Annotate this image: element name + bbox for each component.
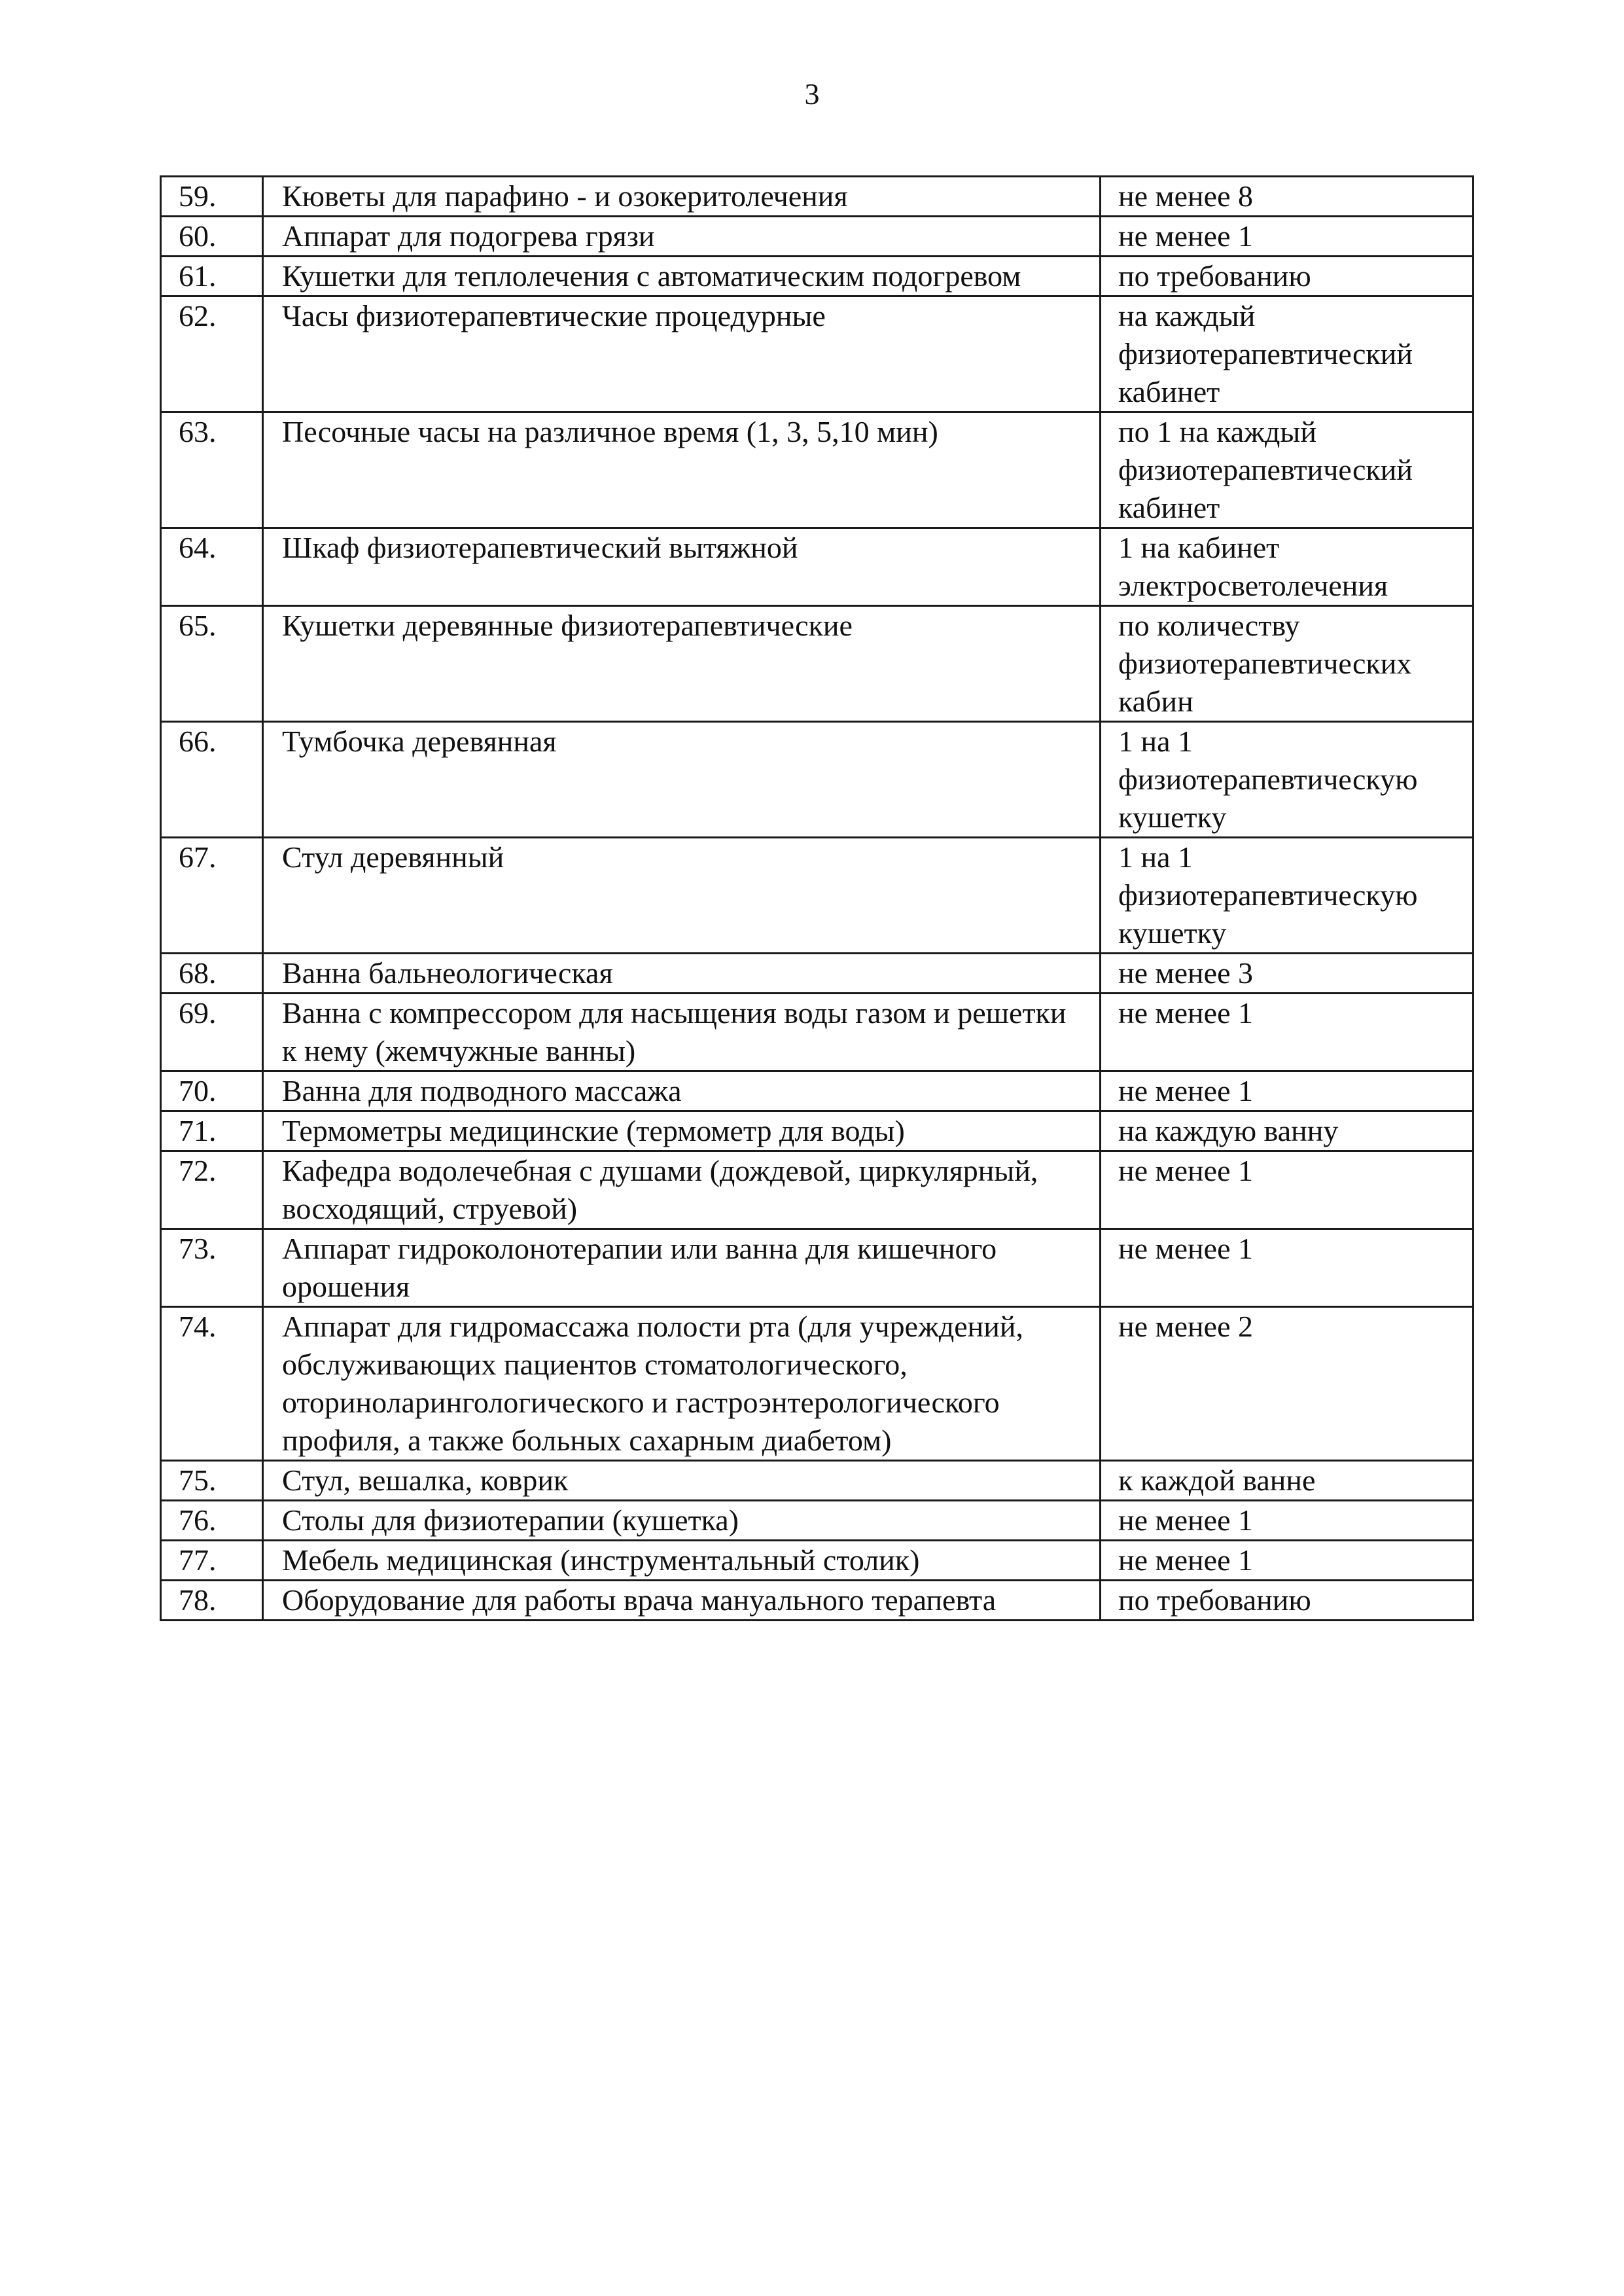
equipment-quantity: по требованию xyxy=(1101,257,1474,296)
equipment-table xyxy=(160,175,1474,1621)
equipment-quantity: на каждую ванну xyxy=(1101,1111,1474,1151)
equipment-quantity: 1 на кабинет электросветолечения xyxy=(1101,528,1474,606)
table-row xyxy=(161,722,1474,838)
row-number: 68. xyxy=(161,954,263,994)
equipment-name: Кушетки для теплолечения с автоматическим подогревом xyxy=(263,257,1101,296)
row-number: 63. xyxy=(161,412,263,528)
equipment-quantity: 1 на 1 физиотерапевтическую кушетку xyxy=(1101,838,1474,954)
equipment-quantity: не менее 1 xyxy=(1101,1071,1474,1111)
table-row xyxy=(161,1229,1474,1307)
row-number: 60. xyxy=(161,217,263,257)
page-number: 3 xyxy=(804,77,820,111)
row-number: 73. xyxy=(161,1229,263,1307)
equipment-name: Термометры медицинские (термометр для воды) xyxy=(263,1111,1101,1151)
equipment-name: Кушетки деревянные физиотерапевтические xyxy=(263,606,1101,722)
equipment-name: Ванна для подводного массажа xyxy=(263,1071,1101,1111)
table-row xyxy=(161,1307,1474,1461)
equipment-name: Кафедра водолечебная с душами (дождевой, циркулярный, восходящий, струевой) xyxy=(263,1151,1101,1229)
equipment-quantity: по требованию xyxy=(1101,1581,1474,1621)
equipment-quantity: не менее 2 xyxy=(1101,1307,1474,1461)
equipment-quantity: не менее 1 xyxy=(1101,994,1474,1071)
row-number: 75. xyxy=(161,1461,263,1501)
equipment-quantity: 1 на 1 физиотерапевтическую кушетку xyxy=(1101,722,1474,838)
equipment-name: Тумбочка деревянная xyxy=(263,722,1101,838)
equipment-name: Аппарат для подогрева грязи xyxy=(263,217,1101,257)
equipment-name: Ванна бальнеологическая xyxy=(263,954,1101,994)
equipment-quantity: не менее 3 xyxy=(1101,954,1474,994)
equipment-name: Стул деревянный xyxy=(263,838,1101,954)
row-number: 77. xyxy=(161,1541,263,1581)
table-row xyxy=(161,217,1474,257)
equipment-name: Оборудование для работы врача мануального терапевта xyxy=(263,1581,1101,1621)
equipment-name: Часы физиотерапевтические процедурные xyxy=(263,296,1101,412)
table-row xyxy=(161,838,1474,954)
equipment-quantity: не менее 8 xyxy=(1101,177,1474,217)
row-number: 64. xyxy=(161,528,263,606)
row-number: 74. xyxy=(161,1307,263,1461)
row-number: 66. xyxy=(161,722,263,838)
equipment-name: Аппарат гидроколонотерапии или ванна для кишечного орошения xyxy=(263,1229,1101,1307)
equipment-name: Столы для физиотерапии (кушетка) xyxy=(263,1501,1101,1541)
table-row xyxy=(161,954,1474,994)
table-row xyxy=(161,1501,1474,1541)
table-row xyxy=(161,296,1474,412)
equipment-name: Стул, вешалка, коврик xyxy=(263,1461,1101,1501)
equipment-quantity: не менее 1 xyxy=(1101,1501,1474,1541)
table-row xyxy=(161,257,1474,296)
equipment-quantity: не менее 1 xyxy=(1101,1541,1474,1581)
table-row xyxy=(161,412,1474,528)
equipment-name: Мебель медицинская (инструментальный столик) xyxy=(263,1541,1101,1581)
equipment-quantity: по количеству физиотерапевтических кабин xyxy=(1101,606,1474,722)
equipment-quantity: не менее 1 xyxy=(1101,217,1474,257)
row-number: 71. xyxy=(161,1111,263,1151)
equipment-quantity: к каждой ванне xyxy=(1101,1461,1474,1501)
table-row xyxy=(161,1071,1474,1111)
equipment-quantity: на каждый физиотерапевтический кабинет xyxy=(1101,296,1474,412)
equipment-name: Аппарат для гидромассажа полости рта (для учреждений, обслуживающих пациентов стоматологического, оториноларингологического и гастроэнтерологического профиля, а также больных сахарным диабетом) xyxy=(263,1307,1101,1461)
row-number: 76. xyxy=(161,1501,263,1541)
table-row xyxy=(161,528,1474,606)
row-number: 69. xyxy=(161,994,263,1071)
table-row xyxy=(161,177,1474,217)
equipment-quantity: не менее 1 xyxy=(1101,1151,1474,1229)
row-number: 67. xyxy=(161,838,263,954)
table-row xyxy=(161,994,1474,1071)
row-number: 59. xyxy=(161,177,263,217)
table-row xyxy=(161,1111,1474,1151)
table-row xyxy=(161,1151,1474,1229)
equipment-name: Песочные часы на различное время (1, 3, 5,10 мин) xyxy=(263,412,1101,528)
row-number: 65. xyxy=(161,606,263,722)
equipment-quantity: по 1 на каждый физиотерапевтический кабинет xyxy=(1101,412,1474,528)
equipment-quantity: не менее 1 xyxy=(1101,1229,1474,1307)
row-number: 72. xyxy=(161,1151,263,1229)
equipment-name: Кюветы для парафино - и озокеритолечения xyxy=(263,177,1101,217)
equipment-name: Шкаф физиотерапевтический вытяжной xyxy=(263,528,1101,606)
row-number: 70. xyxy=(161,1071,263,1111)
row-number: 78. xyxy=(161,1581,263,1621)
table-row xyxy=(161,1541,1474,1581)
table-row xyxy=(161,606,1474,722)
row-number: 61. xyxy=(161,257,263,296)
row-number: 62. xyxy=(161,296,263,412)
table-row xyxy=(161,1581,1474,1621)
equipment-name: Ванна с компрессором для насыщения воды газом и решетки к нему (жемчужные ванны) xyxy=(263,994,1101,1071)
table-row xyxy=(161,1461,1474,1501)
